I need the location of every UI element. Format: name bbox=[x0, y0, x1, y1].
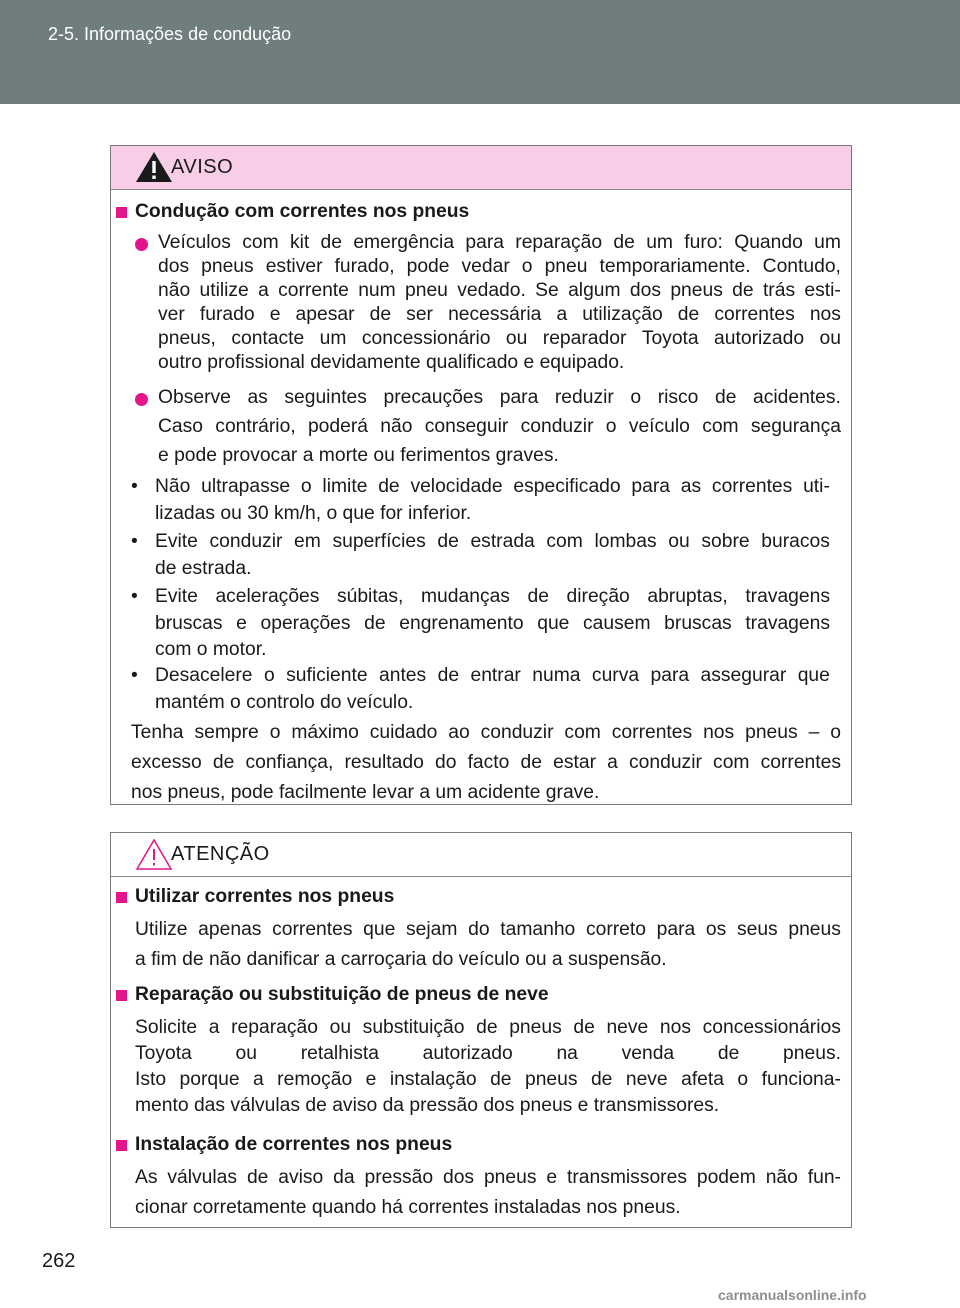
text-line: não utilize a corrente num pneu vedado. Se algum dos pneus de trás esti- bbox=[158, 280, 841, 301]
text-line: excesso de confiança, resultado do facto de estar a conduzir com correntes bbox=[131, 752, 841, 773]
text-line: Evite acelerações súbitas, mudanças de direção abruptas, travagens bbox=[155, 586, 830, 607]
page-header bbox=[0, 0, 960, 104]
caution-title-bar bbox=[111, 833, 851, 877]
text-line: Tenha sempre o máximo cuidado ao conduzir com correntes nos pneus – o bbox=[131, 722, 841, 743]
heading-square-icon bbox=[116, 207, 127, 218]
text-line: ver furado e apesar de ser necessária a utilização de correntes nos bbox=[158, 304, 841, 325]
text-line: a fim de não danificar a carroçaria do veículo ou a suspensão. bbox=[135, 949, 667, 970]
bullet-point-icon: • bbox=[131, 531, 138, 552]
bullet-point-icon: • bbox=[131, 476, 138, 497]
text-line: mantém o controlo do veículo. bbox=[155, 691, 414, 713]
text-line: com o motor. bbox=[155, 639, 267, 660]
text-line: Caso contrário, poderá não conseguir conduzir o veículo com segurança bbox=[158, 416, 841, 437]
text-line: Não ultrapasse o limite de velocidade especificado para as correntes uti- bbox=[155, 476, 830, 497]
text-line: pneus, contacte um concessionário ou reparador Toyota autorizado ou bbox=[158, 328, 841, 349]
text-line: bruscas e operações de engrenamento que causem bruscas travagens bbox=[155, 612, 830, 634]
section-title: 2-5. Informações de condução bbox=[48, 24, 292, 44]
text-line: outro profissional devidamente qualificado e equipado. bbox=[158, 352, 625, 373]
text-line: de estrada. bbox=[155, 557, 252, 579]
text-line: Isto porque a remoção e instalação de pneus de neve afeta o funciona- bbox=[135, 1069, 841, 1090]
bullet-point-icon: • bbox=[131, 665, 138, 686]
text-line: nos pneus, pode facilmente levar a um acidente grave. bbox=[131, 782, 600, 803]
warning-heading: Condução com correntes nos pneus bbox=[135, 201, 470, 222]
caution-heading-2: Reparação ou substituição de pneus de neve bbox=[135, 984, 549, 1005]
text-line: Toyota ou retalhista autorizado na venda de pneus. bbox=[135, 1043, 841, 1064]
warning-box bbox=[110, 145, 852, 805]
text-line: lizadas ou 30 km/h, o que for inferior. bbox=[155, 502, 472, 524]
watermark-text: carmanualsonline.info bbox=[718, 1287, 867, 1303]
text-line: Solicite a reparação ou substituição de pneus de neve nos concessionários bbox=[135, 1017, 841, 1038]
text-line: Evite conduzir em superfícies de estrada com lombas ou sobre buracos bbox=[155, 531, 830, 552]
heading-square-icon bbox=[116, 990, 127, 1001]
heading-square-icon bbox=[116, 892, 127, 903]
caution-heading-1: Utilizar correntes nos pneus bbox=[135, 886, 395, 907]
caution-box bbox=[110, 832, 852, 1228]
text-line: cionar corretamente quando há correntes instaladas nos pneus. bbox=[135, 1197, 681, 1218]
page-number: 262 bbox=[42, 1250, 76, 1272]
caution-triangle-icon bbox=[134, 837, 174, 871]
text-line: mento das válvulas de aviso da pressão dos pneus e transmissores. bbox=[135, 1095, 720, 1116]
bullet-dot-icon bbox=[135, 393, 148, 406]
text-line: dos pneus estiver furado, pode vedar o pneu temporariamente. Contudo, bbox=[158, 256, 841, 277]
heading-square-icon bbox=[116, 1140, 127, 1151]
caution-title: ATENÇÃO bbox=[171, 843, 270, 865]
text-line: Veículos com kit de emergência para reparação de um furo: Quando um bbox=[158, 232, 841, 253]
text-line: As válvulas de aviso da pressão dos pneus e transmissores podem não fun- bbox=[135, 1167, 841, 1188]
warning-triangle-icon bbox=[134, 150, 174, 184]
bullet-point-icon: • bbox=[131, 586, 138, 607]
bullet-dot-icon bbox=[135, 238, 148, 251]
text-line: Utilize apenas correntes que sejam do tamanho correto para os seus pneus bbox=[135, 919, 841, 940]
warning-title: AVISO bbox=[171, 156, 234, 178]
warning-title-bar bbox=[111, 146, 851, 190]
caution-heading-3: Instalação de correntes nos pneus bbox=[135, 1134, 453, 1155]
text-line: e pode provocar a morte ou ferimentos graves. bbox=[158, 445, 559, 466]
text-line: Observe as seguintes precauções para reduzir o risco de acidentes. bbox=[158, 387, 841, 408]
text-line: Desacelere o suficiente antes de entrar numa curva para assegurar que bbox=[155, 665, 830, 686]
